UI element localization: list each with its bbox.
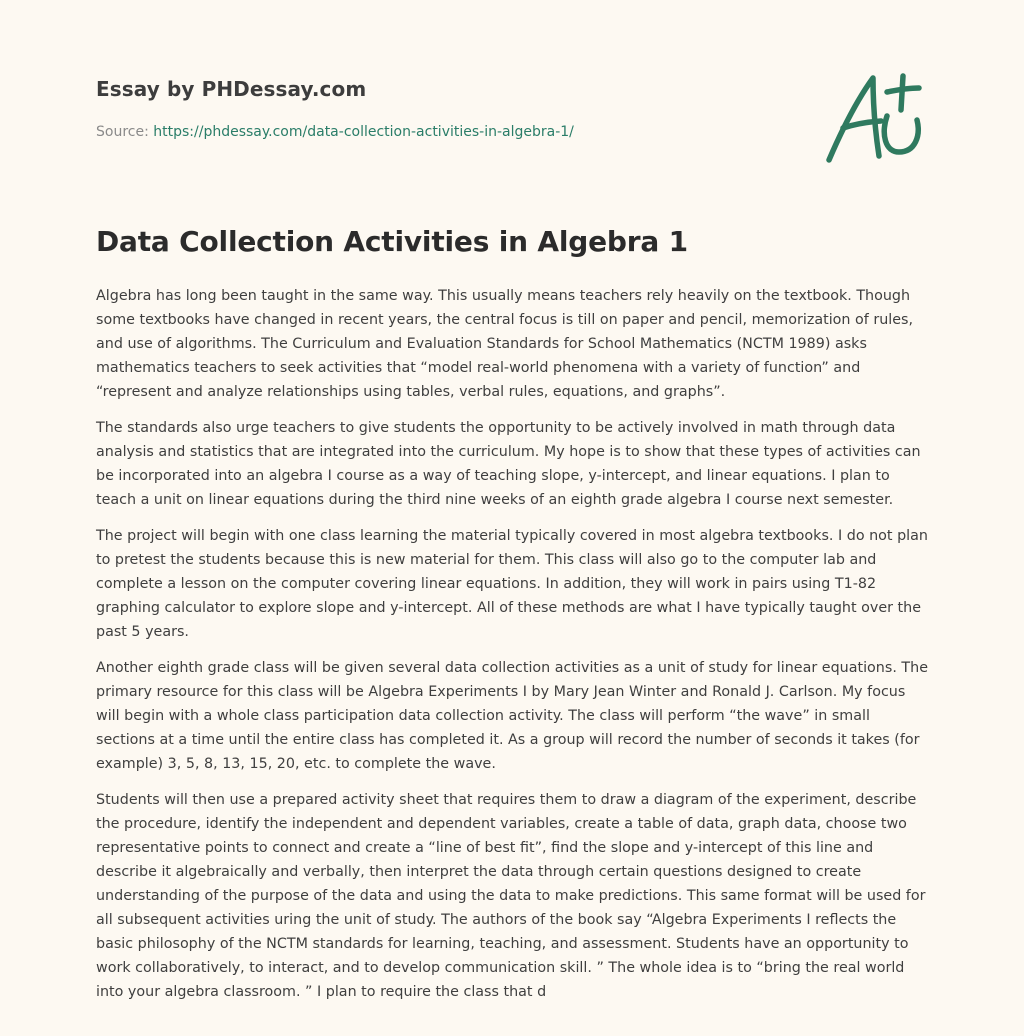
essay-paragraph: The standards also urge teachers to give students the opportunity to be actively involved in math through data analysis and statistics that are integrated into the curriculum. My hope is to show that these types of activities can be incorporated into an algebra I course as a way of teaching slope, y-intercept, and linear equations. I plan to teach a unit on linear equations during the third nine weeks of an eighth grade algebra I course next semester. bbox=[96, 420, 921, 508]
site-title: Essay by PHDessay.com bbox=[96, 77, 367, 101]
source-line bbox=[96, 124, 574, 140]
essay-paragraph: Algebra has long been taught in the same way. This usually means teachers rely heavily on the textbook. Though some textbooks have changed in recent years, the central focus is till on paper and pencil, memorization of rules, and use of algorithms. The Curriculum and Evaluation Standards for School Mathematics (NCTM 1989) asks mathematics teachers to seek activities that “model real-world phenomena with a variety of function” and “represent and analyze relationships using tables, verbal rules, equations, and graphs”. bbox=[96, 288, 914, 400]
essay-body bbox=[96, 284, 932, 1016]
page-header bbox=[96, 0, 928, 200]
source-label: Source: bbox=[96, 124, 154, 140]
a-plus-logo-icon bbox=[823, 66, 929, 166]
essay-title: Data Collection Activities in Algebra 1 bbox=[96, 225, 688, 258]
source-link[interactable]: https://phdessay.com/data-collection-activities-in-algebra-1/ bbox=[153, 124, 574, 140]
essay-paragraph: The project will begin with one class learning the material typically covered in most algebra textbooks. I do not plan to pretest the students because this is new material for them. This class will also go to the computer lab and complete a lesson on the computer covering linear equations. In addition, they will work in pairs using T1-82 graphing calculator to explore slope and y-intercept. All of these methods are what I have typically taught over the past 5 years. bbox=[96, 528, 928, 640]
essay-paragraph: Another eighth grade class will be given several data collection activities as a unit of study for linear equations. The primary resource for this class will be Algebra Experiments I by Mary Jean Winter and Ronald J. Carlson. My focus will begin with a whole class participation data collection activity. The class will perform “the wave” in small sections at a time until the entire class has completed it. As a group will record the number of seconds it takes (for example) 3, 5, 8, 13, 15, 20, etc. to complete the wave. bbox=[96, 660, 928, 772]
essay-paragraph: Students will then use a prepared activity sheet that requires them to draw a diagram of the experiment, describe the procedure, identify the independent and dependent variables, create a table of data, graph data, choose two representative points to connect and create a “line of best fit”, find the slope and y-intercept of this line and describe it algebraically and verbally, then interpret the data through certain questions designed to create understanding of the purpose of the data and using the data to make predictions. This same format will be used for all subsequent activities uring the unit of study. The authors of the book say “Algebra Experiments I reflects the basic philosophy of the NCTM standards for learning, teaching, and assessment. Students have an opportunity to work collaboratively, to interact, and to develop communication skill. ” The whole idea is to “bring the real world into your algebra classroom. ” I plan to require the class that d bbox=[96, 792, 926, 1000]
